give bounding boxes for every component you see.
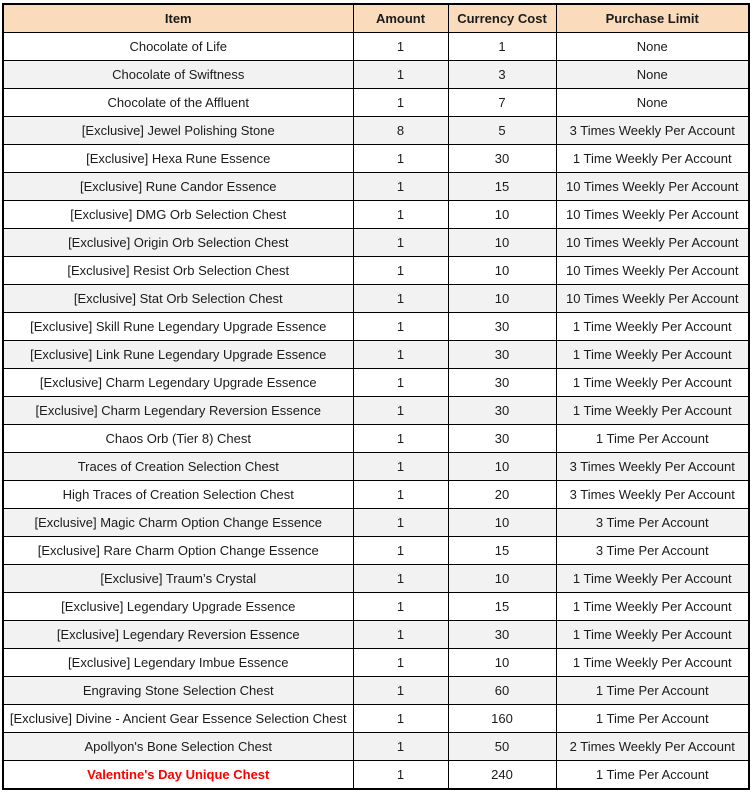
cost-cell: 3 [448, 61, 556, 89]
item-cell: Chocolate of the Affluent [3, 89, 353, 117]
amount-cell: 1 [353, 677, 448, 705]
cost-cell: 7 [448, 89, 556, 117]
cost-cell: 5 [448, 117, 556, 145]
limit-cell: 1 Time Weekly Per Account [556, 565, 749, 593]
item-cell: [Exclusive] Legendary Upgrade Essence [3, 593, 353, 621]
table-row [3, 313, 749, 341]
item-cell: [Exclusive] Hexa Rune Essence [3, 145, 353, 173]
item-cell: [Exclusive] Magic Charm Option Change Essence [3, 509, 353, 537]
amount-cell: 1 [353, 649, 448, 677]
amount-cell: 1 [353, 173, 448, 201]
cost-cell: 50 [448, 733, 556, 761]
amount-cell: 1 [353, 509, 448, 537]
limit-cell: 1 Time Weekly Per Account [556, 621, 749, 649]
table-row [3, 369, 749, 397]
table-row [3, 201, 749, 229]
table-row [3, 593, 749, 621]
amount-cell: 1 [353, 425, 448, 453]
amount-cell: 1 [353, 761, 448, 790]
limit-cell: 3 Time Per Account [556, 537, 749, 565]
table-row [3, 145, 749, 173]
amount-cell: 1 [353, 453, 448, 481]
table-body [3, 33, 749, 790]
cost-cell: 30 [448, 341, 556, 369]
limit-cell: None [556, 33, 749, 61]
limit-cell: 1 Time Per Account [556, 761, 749, 790]
amount-cell: 1 [353, 285, 448, 313]
amount-cell: 1 [353, 61, 448, 89]
table-row [3, 117, 749, 145]
limit-cell: 1 Time Per Account [556, 705, 749, 733]
amount-cell: 1 [353, 229, 448, 257]
header-row [3, 4, 749, 33]
limit-cell: None [556, 61, 749, 89]
table-row [3, 173, 749, 201]
cost-cell: 160 [448, 705, 556, 733]
cost-cell: 15 [448, 173, 556, 201]
cost-cell: 10 [448, 565, 556, 593]
table-row [3, 537, 749, 565]
table-row [3, 621, 749, 649]
limit-cell: 3 Times Weekly Per Account [556, 117, 749, 145]
limit-cell: 1 Time Per Account [556, 677, 749, 705]
cost-cell: 240 [448, 761, 556, 790]
limit-cell: 10 Times Weekly Per Account [556, 285, 749, 313]
cost-cell: 30 [448, 397, 556, 425]
table-row [3, 509, 749, 537]
item-cell: [Exclusive] Charm Legendary Upgrade Essence [3, 369, 353, 397]
limit-cell: 3 Time Per Account [556, 509, 749, 537]
limit-cell: 10 Times Weekly Per Account [556, 257, 749, 285]
table-row [3, 229, 749, 257]
table-row [3, 733, 749, 761]
item-cell: Apollyon's Bone Selection Chest [3, 733, 353, 761]
limit-cell: 1 Time Weekly Per Account [556, 313, 749, 341]
amount-cell: 1 [353, 537, 448, 565]
item-cell: High Traces of Creation Selection Chest [3, 481, 353, 509]
item-cell: Valentine's Day Unique Chest [3, 761, 353, 790]
cost-cell: 10 [448, 201, 556, 229]
amount-cell: 1 [353, 145, 448, 173]
table-row [3, 425, 749, 453]
amount-cell: 1 [353, 593, 448, 621]
cost-cell: 30 [448, 425, 556, 453]
table-row [3, 705, 749, 733]
amount-cell: 1 [353, 313, 448, 341]
shop-table [2, 3, 750, 790]
item-cell: [Exclusive] Divine - Ancient Gear Essence Selection Chest [3, 705, 353, 733]
table-row [3, 453, 749, 481]
amount-cell: 1 [353, 397, 448, 425]
header-item: Item [3, 4, 353, 33]
item-cell: [Exclusive] Charm Legendary Reversion Essence [3, 397, 353, 425]
item-cell: [Exclusive] Traum’s Crystal [3, 565, 353, 593]
table-row [3, 341, 749, 369]
limit-cell: 3 Times Weekly Per Account [556, 481, 749, 509]
table-row [3, 481, 749, 509]
table-row [3, 61, 749, 89]
cost-cell: 10 [448, 509, 556, 537]
cost-cell: 1 [448, 33, 556, 61]
amount-cell: 1 [353, 369, 448, 397]
table-row [3, 397, 749, 425]
cost-cell: 10 [448, 453, 556, 481]
table-row [3, 565, 749, 593]
limit-cell: 1 Time Weekly Per Account [556, 369, 749, 397]
amount-cell: 8 [353, 117, 448, 145]
amount-cell: 1 [353, 89, 448, 117]
limit-cell: 1 Time Weekly Per Account [556, 593, 749, 621]
amount-cell: 1 [353, 257, 448, 285]
table-row [3, 649, 749, 677]
amount-cell: 1 [353, 201, 448, 229]
cost-cell: 10 [448, 649, 556, 677]
cost-cell: 10 [448, 229, 556, 257]
header-amount: Amount [353, 4, 448, 33]
item-cell: [Exclusive] Rune Candor Essence [3, 173, 353, 201]
item-cell: [Exclusive] Skill Rune Legendary Upgrade Essence [3, 313, 353, 341]
amount-cell: 1 [353, 565, 448, 593]
limit-cell: 1 Time Weekly Per Account [556, 145, 749, 173]
item-cell: [Exclusive] Rare Charm Option Change Essence [3, 537, 353, 565]
limit-cell: 3 Times Weekly Per Account [556, 453, 749, 481]
limit-cell: 1 Time Per Account [556, 425, 749, 453]
cost-cell: 30 [448, 313, 556, 341]
amount-cell: 1 [353, 341, 448, 369]
limit-cell: 1 Time Weekly Per Account [556, 341, 749, 369]
item-cell: [Exclusive] Legendary Imbue Essence [3, 649, 353, 677]
cost-cell: 10 [448, 257, 556, 285]
amount-cell: 1 [353, 733, 448, 761]
table-row [3, 33, 749, 61]
item-cell: [Exclusive] Link Rune Legendary Upgrade Essence [3, 341, 353, 369]
table-row [3, 285, 749, 313]
limit-cell: 10 Times Weekly Per Account [556, 201, 749, 229]
shop-table-container [2, 3, 750, 790]
table-row [3, 677, 749, 705]
header-purchase-limit: Purchase Limit [556, 4, 749, 33]
cost-cell: 20 [448, 481, 556, 509]
table-row [3, 257, 749, 285]
header-currency-cost: Currency Cost [448, 4, 556, 33]
cost-cell: 60 [448, 677, 556, 705]
cost-cell: 30 [448, 621, 556, 649]
cost-cell: 15 [448, 537, 556, 565]
cost-cell: 10 [448, 285, 556, 313]
limit-cell: 10 Times Weekly Per Account [556, 229, 749, 257]
amount-cell: 1 [353, 33, 448, 61]
cost-cell: 30 [448, 145, 556, 173]
item-cell: [Exclusive] Stat Orb Selection Chest [3, 285, 353, 313]
table-header [3, 4, 749, 33]
limit-cell: 10 Times Weekly Per Account [556, 173, 749, 201]
cost-cell: 15 [448, 593, 556, 621]
item-cell: Traces of Creation Selection Chest [3, 453, 353, 481]
item-cell: [Exclusive] Legendary Reversion Essence [3, 621, 353, 649]
item-cell: Engraving Stone Selection Chest [3, 677, 353, 705]
item-cell: Chocolate of Swiftness [3, 61, 353, 89]
limit-cell: None [556, 89, 749, 117]
limit-cell: 1 Time Weekly Per Account [556, 649, 749, 677]
amount-cell: 1 [353, 481, 448, 509]
item-cell: [Exclusive] Resist Orb Selection Chest [3, 257, 353, 285]
amount-cell: 1 [353, 705, 448, 733]
item-cell: Chocolate of Life [3, 33, 353, 61]
amount-cell: 1 [353, 621, 448, 649]
item-cell: [Exclusive] Origin Orb Selection Chest [3, 229, 353, 257]
item-cell: Chaos Orb (Tier 8) Chest [3, 425, 353, 453]
table-row [3, 89, 749, 117]
limit-cell: 1 Time Weekly Per Account [556, 397, 749, 425]
cost-cell: 30 [448, 369, 556, 397]
item-cell: [Exclusive] Jewel Polishing Stone [3, 117, 353, 145]
item-cell: [Exclusive] DMG Orb Selection Chest [3, 201, 353, 229]
limit-cell: 2 Times Weekly Per Account [556, 733, 749, 761]
